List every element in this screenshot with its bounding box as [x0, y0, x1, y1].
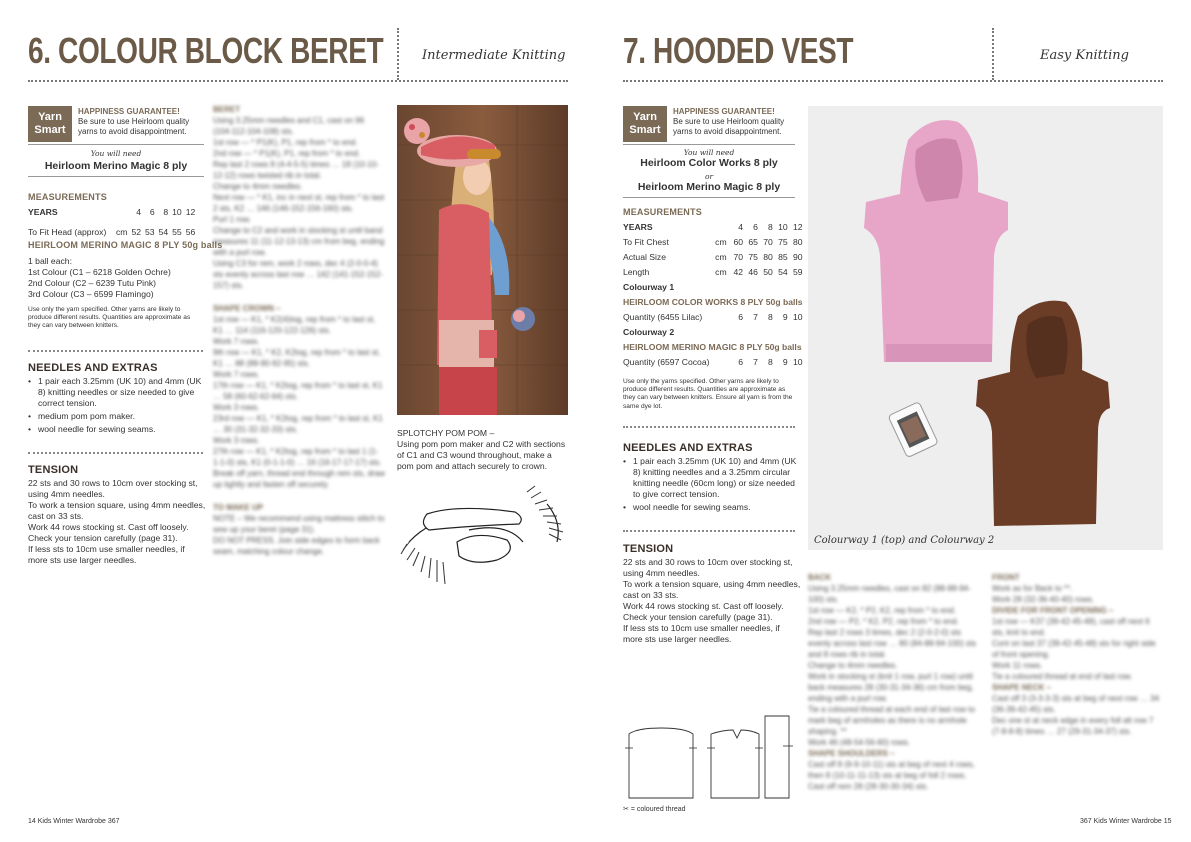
colour-list [28, 256, 208, 300]
photo-caption: Colourway 1 (top) and Colourway 2 [814, 535, 995, 546]
yarn-smart-text [78, 107, 204, 137]
row-value: 65 [748, 236, 758, 247]
year-value: 4 [738, 221, 743, 232]
yarn-rule-bottom [28, 176, 204, 177]
tension-line: Work 44 rows stocking st. Cast off loosely. [623, 601, 784, 611]
pattern-title: 7. HOODED VEST [623, 30, 854, 71]
tension-heading: TENSION [623, 543, 674, 555]
ball-each-label: 1 ball each: [28, 256, 72, 266]
head-label: To Fit Head (approx) [28, 226, 107, 237]
yarn-smart-tab [28, 106, 72, 142]
tension-text [28, 478, 206, 566]
or-label: or [704, 172, 714, 181]
years-row [621, 219, 805, 234]
years-row [26, 204, 197, 219]
row-value: 75 [748, 251, 758, 262]
year-value: 6 [149, 206, 155, 217]
tension-line: To work a tension square, using 4mm needles, cast on 33 sts. [623, 579, 801, 600]
yarn-smart-tab-line-2: Smart [34, 124, 66, 136]
pompom-maker-diagram [397, 482, 569, 602]
section-divider [623, 426, 795, 428]
pompom-heading: SPLOTCHY POM POM – [397, 428, 495, 438]
yarn-smart-box [28, 106, 204, 142]
yarn-name-1: Heirloom Color Works 8 ply [640, 157, 778, 169]
beret-photo [397, 105, 568, 415]
tension-line: Work 44 rows stocking st. Cast off loosely. [28, 522, 189, 532]
quantity-value: 7 [753, 311, 758, 322]
colourway-2-balls: HEIRLOOM MERINO MAGIC 8 PLY 50g balls [623, 341, 802, 352]
yarn-smart-heading: HAPPINESS GUARANTEE! [78, 107, 180, 116]
pompom-text: Using pom pom maker and C2 with sections of C1 and C3 wound throughout, make a pom pom and attach securely to crown. [397, 439, 566, 471]
row-value: 70 [733, 251, 743, 262]
year-value: 10 [172, 206, 182, 217]
row-unit: cm [715, 251, 727, 262]
beret-photo-image [397, 105, 568, 415]
tension-line: To work a tension square, using 4mm needles, cast on 33 sts. [28, 500, 206, 521]
yarn-rule [623, 144, 795, 145]
needles-list [28, 376, 203, 437]
colourway-1-label: Colourway 1 [623, 281, 675, 292]
year-value: 4 [136, 206, 142, 217]
colourway-2-label: Colourway 2 [623, 326, 675, 337]
quantity-label: Quantity (6455 Lilac) [623, 311, 703, 322]
hooded-vest-photo-image [808, 106, 1163, 550]
tension-line: 22 sts and 30 rows to 10cm over stocking st, using 4mm needles. [623, 557, 793, 578]
difficulty-level: Intermediate Knitting [422, 48, 566, 63]
row-unit: cm [715, 266, 727, 277]
yarn-smart-text [673, 107, 799, 137]
colour-item: 2nd Colour (C2 – 6239 Tutu Pink) [28, 278, 157, 288]
pompom-instructions [397, 428, 569, 472]
row-value: 75 [778, 236, 788, 247]
needle-item: • medium pom pom maker. [28, 411, 203, 422]
quantity-value: 10 [792, 356, 803, 367]
tension-line: If less sts to 10cm use smaller needles, if more sts use larger needles. [28, 544, 185, 565]
thread-legend [623, 805, 686, 813]
head-row [26, 224, 197, 239]
thread-legend-text: = coloured thread [630, 806, 686, 813]
row-value: 80 [763, 251, 773, 262]
balls-heading: HEIRLOOM MERINO MAGIC 8 PLY 50g balls [28, 240, 223, 250]
difficulty-level: Easy Knitting [1040, 48, 1129, 63]
colour-item: 3rd Colour (C3 – 6599 Flamingo) [28, 289, 154, 299]
header-divider [992, 28, 994, 80]
yarn-smart-body: Be sure to use Heirloom quality yarns to avoid disappointment. [673, 117, 785, 136]
needle-item: • wool needle for sewing seams. [623, 502, 801, 513]
quantity-value: 6 [738, 356, 743, 367]
header-rule [28, 80, 568, 82]
head-value: 52 [131, 226, 142, 237]
yarn-note: Use only the yarns specified. Other yarns are likely to produce different results. Quantities are approximate as they can vary between knitters. Ensure all yarn is from the same dye lot. [623, 378, 793, 410]
row-value: 50 [763, 266, 773, 277]
measurements-table [621, 219, 805, 369]
head-value: 54 [158, 226, 169, 237]
row-label: Length [623, 266, 650, 277]
row-value: 54 [778, 266, 788, 277]
quantity-value: 10 [792, 311, 803, 322]
colourway-1-balls: HEIRLOOM COLOR WORKS 8 PLY 50g balls [623, 296, 803, 307]
tension-heading: TENSION [28, 464, 79, 476]
section-divider [623, 530, 795, 532]
year-value: 8 [767, 221, 773, 232]
row-value: 85 [778, 251, 788, 262]
yarn-rule-bottom [623, 197, 795, 198]
measurement-row [621, 264, 805, 279]
year-value: 10 [778, 221, 788, 232]
page-footer: 367 Kids Winter Wardrobe 15 [1080, 818, 1172, 825]
page-footer: 14 Kids Winter Wardrobe 367 [28, 818, 120, 825]
tension-line: Check your tension carefully (page 31). [28, 533, 178, 543]
tension-line: 22 sts and 30 rows to 10cm over stocking st, using 4mm needles. [28, 478, 198, 499]
years-label: YEARS [623, 221, 653, 232]
quantity-value: 6 [738, 311, 743, 322]
measurement-row [621, 234, 805, 249]
year-value: 8 [163, 206, 169, 217]
yarn-smart-tab [623, 106, 667, 142]
row-value: 80 [792, 236, 803, 247]
head-value: 56 [185, 226, 196, 237]
row-unit: cm [715, 236, 727, 247]
needle-item: • 1 pair each 3.25mm (UK 10) and 4mm (UK 8) knitting needles or size needed to give correct tension. [28, 376, 203, 409]
yarn-note: Use only the yarn specified. Other yarns are likely to produce different results. Quantities are approximate as they can vary between knitters. [28, 306, 191, 330]
quantity-value: 8 [767, 311, 773, 322]
header-rule [623, 80, 1163, 82]
header-divider [397, 28, 399, 80]
right-page [596, 0, 1191, 842]
yarn-smart-heading: HAPPINESS GUARANTEE! [673, 107, 775, 116]
you-will-need-label: You will need [683, 148, 735, 157]
needle-item: • 1 pair each 3.25mm (UK 10) and 4mm (UK 8) knitting needles and a 3.25mm circular knitting needle (60cm long) or size needed to give correct tension. [623, 456, 801, 500]
yarn-smart-box [623, 106, 799, 142]
quantity-row [621, 354, 805, 369]
row-label: Actual Size [623, 251, 666, 262]
back-instructions-blurred: BACK Using 3.25mm needles, cast on 82 (88-88-94-100) sts. 1st row — K2, * P2, K2, rep from * to end. 2nd row — P2, * K2, P2, rep from * to end. Rep last 2 rows 3 times, dec 2 (2-0-2-0) sts evenly across last row … 80 (84-88-94-100) sts and 8 rows rib in total. Change to 4mm needles. Work in stocking st (knit 1 row, purl 1 row) until back measures 28 (30-31-34-36) cm from beg, ending with a purl row. Tie a coloured thread at each end of last row to mark beg of armholes as there is no armhole shaping. ** Work 46 (48-54-56-60) rows. SHAPE SHOULDERS – Cast off 8 (9-9-10-11) sts at beg of next 4 rows, then 8 (10-11-11-13) sts at beg of foll 2 rows. Cast off rem 28 (28-30-30-34) sts. [808, 573, 977, 791]
years-label: YEARS [28, 206, 58, 217]
you-will-need-label: You will need [90, 149, 142, 158]
needles-list [623, 456, 801, 515]
measurements-table [26, 204, 197, 239]
yarn-name-2: Heirloom Merino Magic 8 ply [637, 181, 781, 193]
row-value: 59 [792, 266, 803, 277]
year-value: 12 [185, 206, 196, 217]
measurement-row [621, 249, 805, 264]
pattern-title: 6. COLOUR BLOCK BERET [28, 30, 384, 71]
row-value: 90 [792, 251, 803, 262]
hooded-vest-photo [808, 106, 1163, 550]
row-value: 42 [733, 266, 743, 277]
tension-line: Check your tension carefully (page 31). [623, 612, 773, 622]
tension-text [623, 557, 801, 645]
row-value: 46 [748, 266, 758, 277]
row-value: 60 [733, 236, 743, 247]
year-value: 12 [792, 221, 803, 232]
head-value: 55 [172, 226, 182, 237]
year-value: 6 [753, 221, 758, 232]
yarn-name: Heirloom Merino Magic 8 ply [44, 160, 188, 172]
head-value: 53 [145, 226, 155, 237]
head-unit: cm [116, 226, 128, 237]
section-divider [28, 452, 203, 454]
row-value: 70 [763, 236, 773, 247]
needles-heading: NEEDLES AND EXTRAS [28, 362, 158, 374]
quantity-row [621, 309, 805, 324]
yarn-smart-tab-line-2: Smart [629, 124, 661, 136]
yarn-smart-tab-line-1: Yarn [633, 111, 657, 123]
left-page [0, 0, 595, 842]
yarn-rule [28, 144, 204, 145]
scissors-icon: ✂ [623, 806, 629, 813]
quantity-value: 9 [782, 356, 788, 367]
quantity-value: 7 [753, 356, 758, 367]
measurements-heading: MEASUREMENTS [28, 192, 107, 202]
colour-item: 1st Colour (C1 – 6218 Golden Ochre) [28, 267, 171, 277]
measurements-heading: MEASUREMENTS [623, 207, 702, 217]
needles-heading: NEEDLES AND EXTRAS [623, 442, 753, 454]
yarn-smart-tab-line-1: Yarn [38, 111, 62, 123]
quantity-value: 8 [767, 356, 773, 367]
yarn-smart-body: Be sure to use Heirloom quality yarns to avoid disappointment. [78, 117, 190, 136]
front-instructions-blurred: FRONT Work as for Back to **. Work 28 (32-36-40-40) rows. DIVIDE FOR FRONT OPENING – 1st row — K37 (39-42-45-48), cast off next 6 sts, knit to end. Cont on last 37 (39-42-45-48) sts for right side of front opening. Work 11 rows. Tie a coloured thread at end of last row. SHAPE NECK – Cast off 3 (3-3-3-3) sts at beg of next row … 34 (36-39-42-45) sts. Dec one st at neck edge in every foll alt row 7 (7-8-8-8) times … 27 (29-31-34-37) sts. [992, 573, 1160, 736]
quantity-value: 9 [782, 311, 788, 322]
tension-line: If less sts to 10cm use smaller needles, if more sts use larger needles. [623, 623, 780, 644]
row-label: To Fit Chest [623, 236, 669, 247]
needle-item: • wool needle for sewing seams. [28, 424, 203, 435]
vest-schematic [623, 712, 803, 804]
section-divider [28, 350, 203, 352]
quantity-label: Quantity (6597 Cocoa) [623, 356, 710, 367]
instructions-column-blurred: BERET Using 3.25mm needles and C1, cast on 96 (104-112-104-108) sts. 1st row — * P1(K), P1, rep from * to end. 2nd row — * P1(K), P1, rep from * to end. Rep last 2 rows 8 (4-4-5-5) times … 18 (10-10-12-12) rows twisted rib in total. Change to 4mm needles. Next row — * K1, inc in next st, rep from * to last 2 sts, K2 … 146 (146-152-156-160) sts. Purl 1 row. Change to C2 and work in stocking st until band measures 11 (11-12-13-13) cm from beg, ending with a purl row. Using C3 for rem, work 2 rows, dec 4 (2-0-0-4) sts evenly across last row … 142 (141-152-152-157) sts. SHAPE CROWN – 1st row — K1, * K2(4)tog, rep from * to last st, K1 … 114 (116-120-122-126) sts. Work 7 rows. 9th row — K1, * K2, K2tog, rep from * to last st, K1 … 88 (88-90-92-95) sts. Work 7 rows. 17th row — K1, * K2tog, rep from * to last st, K1 … 58 (60-62-62-64) sts. Work 3 rows. 23rd row — K1, * K2tog, rep from * to last st, K1 … 30 (31-32-32-33) sts. Work 3 rows. 27th row — K1, * K2tog, rep from * to last 1 (1-1-1-0) sts, K1 (0-1-1-0) … 16 (16-17-17-17) sts. Break off yarn, thread end through rem sts, draw up tightly and fasten off securely. TO MAKE UP NOTE – We recommend using mattress stitch to sew up your beret (page 31). DO NOT PRESS. Join side edges to form back seam, matching colour change. [213, 105, 385, 556]
